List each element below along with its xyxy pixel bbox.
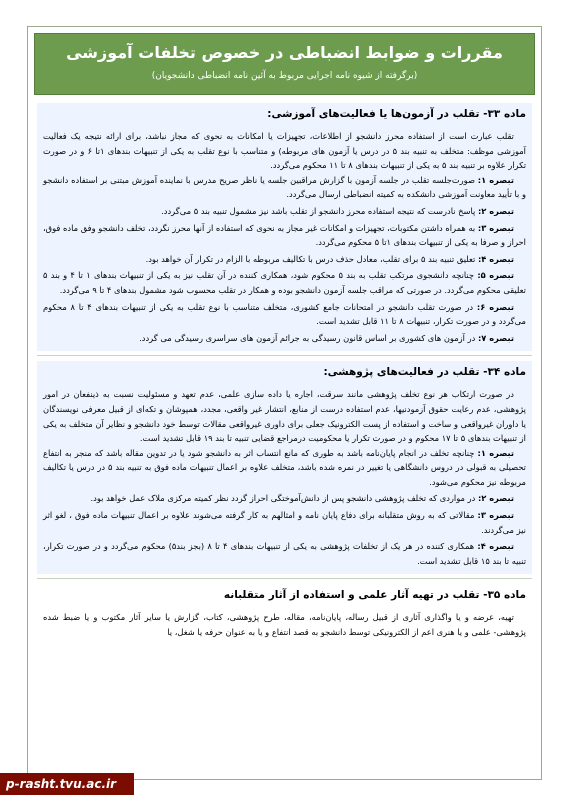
note-text: در آزمون های کشوری بر اساس قانون رسیدگی به جرائم آزمون های سراسری رسیدگی می گردد. <box>139 332 478 343</box>
note-label: تبصره ۴: <box>477 253 514 264</box>
article-34-heading: ماده ۳۴- تقلب در فعالیت‌های پژوهشی: <box>323 366 526 379</box>
note-text: تعلیق تنبیه بند ۵ برای تقلب، معادل حذف درس با تکالیف مربوطه با الزام در تکرار آن خواهد بود. <box>145 253 478 264</box>
site-url-footer: p-rasht.tvu.ac.ir <box>0 773 134 795</box>
note-label: تبصره ۶: <box>476 301 514 312</box>
article-33-heading: ماده ۳۳- تقلب در آزمون‌ها یا فعالیت‌های آموزشی: <box>267 108 526 120</box>
note-text: صورت‌جلسه تقلب در جلسه آزمون با گزارش مراقبین جلسه یا ناظر صریح مدرس با نماینده آموزش مبتنی بر استفاده دانشجو و با تأیید معاونت آموزشی دانشکده به کمیته انضباطی ارسال می‌گردد. <box>43 174 526 200</box>
note-text: مقالاتی که به روش متقلبانه برای دفاع پایان نامه و امثالهم به کار گرفته می‌شوند علاوه بر اعمال تنبیهات ماده فوق ، لغو اثر نیز می‌گردند. <box>43 510 526 535</box>
article-35 <box>37 584 532 643</box>
article-33-note-3 <box>43 221 526 250</box>
note-label: تبصره ۳: <box>477 222 514 233</box>
note-label: تبصره ۳: <box>477 510 514 521</box>
article-33-intro: تقلب عبارت است از استفاده محرز دانشجو از اطلاعات، تجهیزات یا امکانات به نحوی که مجاز نباشد، برای ارائه نتیجه یک فعالیت آموزشی موظف: متخلف به تنبیه بند ۵ در درس یا آزمون های مربوطه) و متناسب با نوع تقلب به یکی از تنبیهات بندهای ۱تا ۶ و در صورت تکرار علاوه بر تنبیه بند ۵ به یکی از تنبیهات بندهای ۸ تا ۱۱ محکوم می‌گردد. <box>43 131 526 171</box>
article-34-note-3 <box>43 508 526 537</box>
article-33-note-4 <box>43 252 526 267</box>
note-text: در مواردی که تخلف پژوهشی دانشجو پس از دانش‌آموختگی احراز گردد نظر کمیته مرکزی ملاک عمل خواهد بود. <box>90 493 478 504</box>
article-34-note-4 <box>43 539 526 568</box>
note-text: چنانچه تخلف در انجام پایان‌نامه باشد به طوری که مانع انتساب اثر به دانشجو شود یا در تدوین مقاله باشد که منجر به انتفاع تحصیلی به قبولی در دروس دانشگاهی یا تغییر در نمره شده باشد، متخلف علاوه بر اعمال تنبیهات ماده فوق به تنبیه بند ۵ در درس یا تکالیف مربوطه نیز محکوم می‌شود. <box>43 447 526 487</box>
note-label: تبصره ۷: <box>477 332 514 343</box>
article-35-heading: ماده ۳۵- تقلب در تهیه آثار علمی و استفاده از آثار متقلبانه <box>223 589 526 602</box>
note-label: تبصره ۴: <box>477 541 514 552</box>
article-34 <box>37 361 532 574</box>
article-33-note-7 <box>43 331 526 346</box>
article-33 <box>37 103 532 351</box>
note-label: تبصره ۱: <box>477 174 514 185</box>
section-divider <box>37 355 532 356</box>
document-page <box>27 26 542 780</box>
article-33-note-6 <box>43 300 526 329</box>
note-label: تبصره ۵: <box>477 270 514 281</box>
article-33-note-5 <box>43 268 526 297</box>
note-text: چنانچه دانشجوی مرتکب تقلب به بند ۵ محکوم شود، همکاری کننده در آن تقلب نیز به یکی از تنبیهات بندهای ۱ تا ۴ و بند ۵ تعلیقی محکوم می‌گردد. در صورتی که مراقب جلسه آزمون دانشجو بوده و همکار در تقلب محسوب شود مشمول بندهای ۴ تا ۹ می‌گردد. <box>43 270 526 295</box>
article-34-intro: در صورت ارتکاب هر نوع تخلف پژوهشی مانند سرقت، اجاره یا داده سازی علمی، عدم تعهد و مسئولیت نسبت به ذینفعان در امور پژوهشی، عدم رعایت حقوق آزمودنیها، عدم استفاده درست از منابع، انتشار غیر واقعی، مجدد، همپوشان و تکه‌ای از قبیل معرفی نویسندگان یا داوران غیرواقعی و ساخت و استفاده از پست الکترونیک جعلی برای داوری غیرواقعی مقالات توسط خود دانشجو و نظایر آن متخلف به یکی از تنبیهات بندهای ۵ تا ۱۷ محکوم و در صورت تکرار یا محکومیت درمراجع قضایی تنبیه تا بند ۱۹ قابل تشدید است. <box>43 389 526 444</box>
note-label: تبصره ۱: <box>477 447 514 458</box>
note-text: در صورت تقلب دانشجو در امتحانات جامع کشوری، متخلف متناسب با نوع تقلب به یکی از تنبیهات بندهای ۴ تا ۸ محکوم می‌گردد و در صورت تکرار، تنبیهات ۸ تا ۱۱ قابل تشدید است. <box>43 301 526 327</box>
note-text: به همراه داشتن مکتوبات، تجهیزات و امکانات غیر مجاز به نحوی که استفاده از آنها محرز نگردد، تخلف دانشجو وفق ماده فوق، احراز و صرفا به یکی از تنبیهات بندهای ۱تا ۵ محکوم می‌گردد. <box>43 222 526 248</box>
note-label: تبصره ۲: <box>477 205 514 216</box>
article-34-note-1 <box>43 446 526 490</box>
page-title: مقررات و ضوابط انضباطی در خصوص تخلفات آموزشی <box>66 43 503 62</box>
note-label: تبصره ۲: <box>477 493 514 504</box>
section-divider <box>37 578 532 579</box>
article-33-note-2 <box>43 204 526 219</box>
article-35-intro: تهیه، عرضه و یا واگذاری آثاری از قبیل رساله، پایان‌نامه، مقاله، طرح پژوهشی، کتاب، گزارش یا سایر آثار مکتوب و یا ضبط شده پژوهشی- علمی و یا هنری اعم از الکترونیکی توسط دانشجو به قصد انتفاع و یا به عنوان حرفه یا شغل، یا <box>43 612 526 638</box>
title-banner <box>34 33 535 95</box>
note-text: همکاری کننده در هر یک از تخلفات پژوهشی به یکی از تنبیهات بندهای ۴ تا ۸ (بجز بند۵) محکوم می‌گردد و در صورت تکرار، تنبیه تا بند ۱۵ قابل تشدید است. <box>43 541 526 566</box>
document-body <box>37 103 532 779</box>
page-subtitle: (برگرفته از شیوه نامه اجرایی مربوط به آئین نامه انضباطی دانشجویان) <box>151 71 418 81</box>
article-33-note-1 <box>43 173 526 202</box>
article-34-note-2 <box>43 491 526 506</box>
note-text: پاسخ نادرست که نتیجه استفاده محرز دانشجو از تقلب باشد نیز مشمول تنبیه بند ۵ می‌گردد. <box>161 205 478 216</box>
